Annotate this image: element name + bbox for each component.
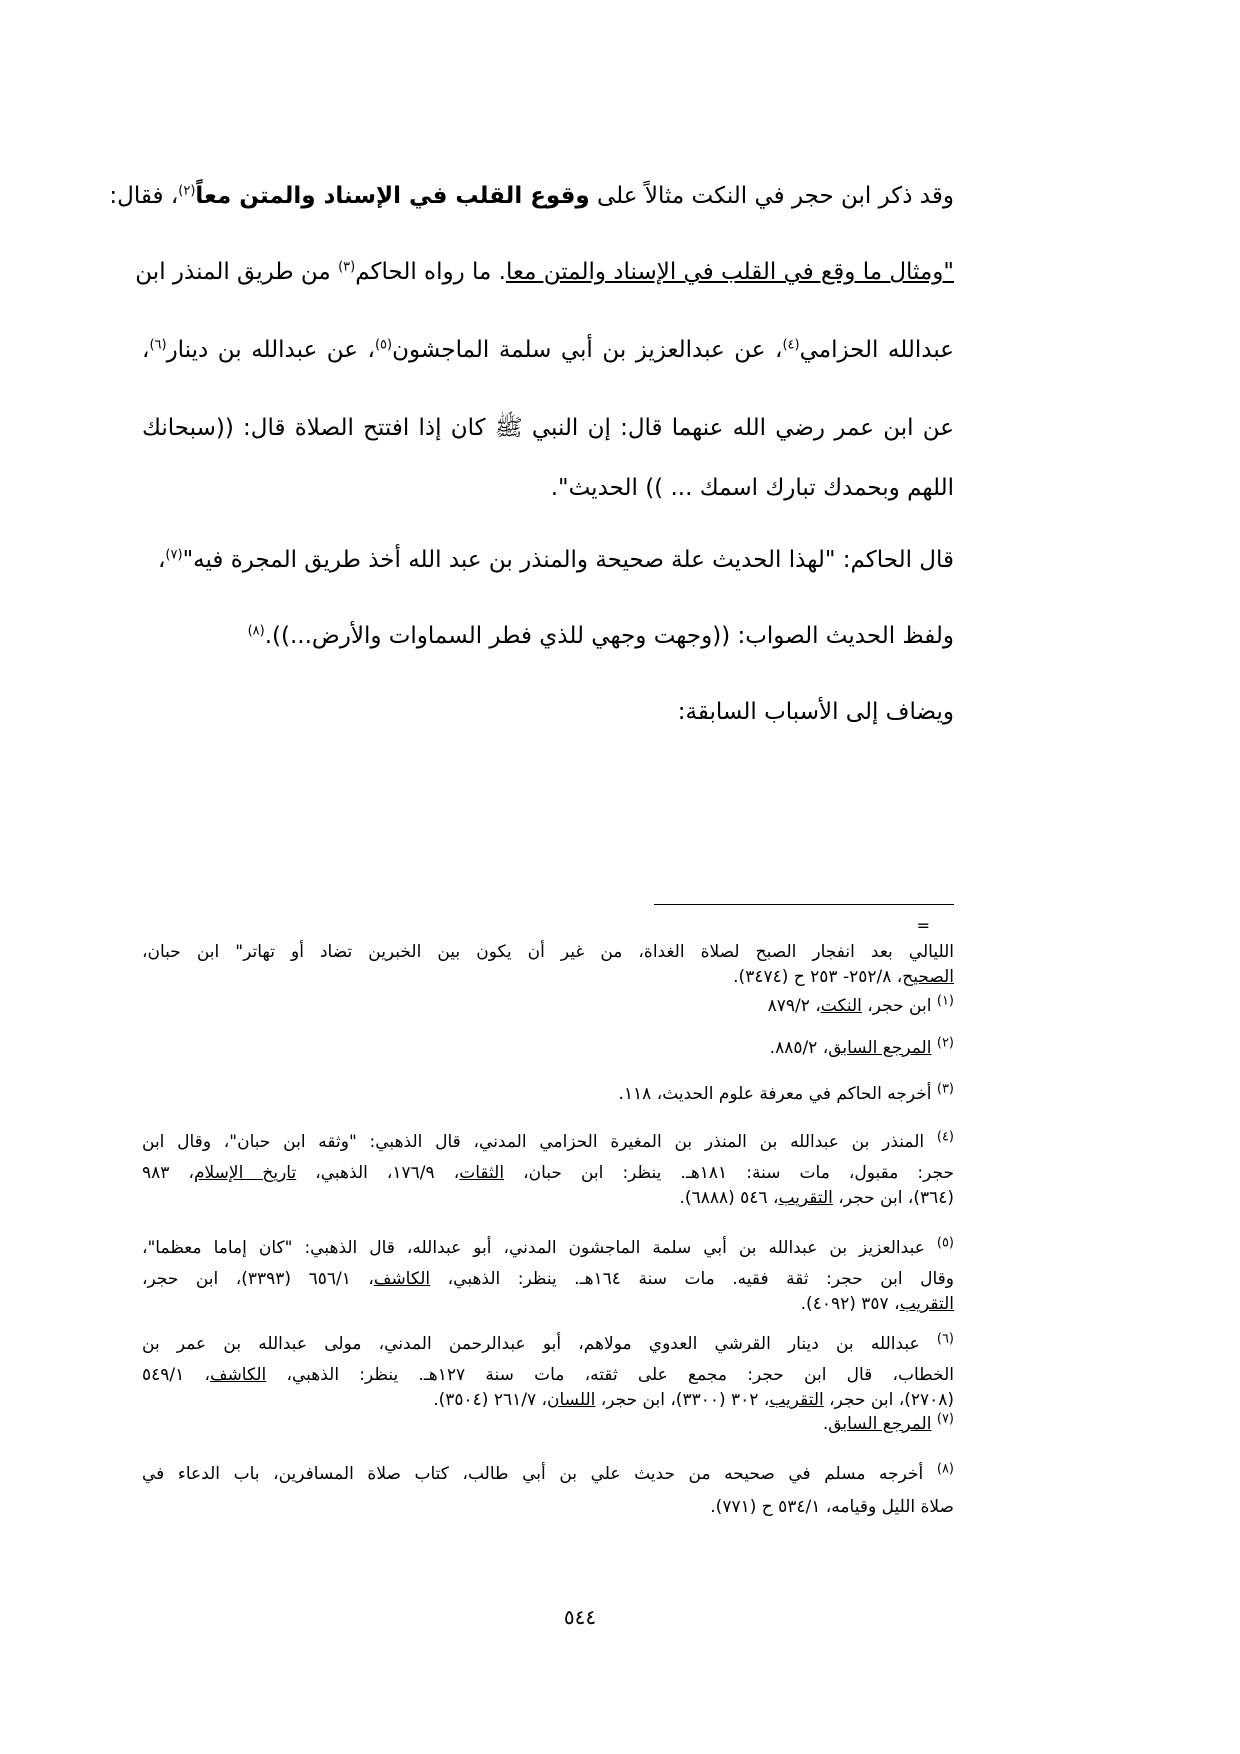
source-title: المرجع السابق [828, 1038, 932, 1058]
footnote-3 [142, 1082, 954, 1107]
source-title: الثقات [459, 1163, 505, 1183]
text-run: . ما رواه الحاكم [355, 259, 506, 285]
text-run: ، [142, 337, 150, 363]
source-title: المرجع السابق [828, 1414, 932, 1434]
body-line-4: عن ابن عمر رضي الله عنهما قال: إن النبي ﷺ كان إذا افتتح الصلاة قال: ((سبحانك [142, 415, 954, 441]
footnote-6 [142, 1332, 954, 1413]
underlined-phrase: "ومثال ما وقع في القلب في الإسناد والمتن معا [505, 259, 954, 285]
text-run: أخرجه الحاكم في معرفة علوم الحديث، ١١٨. [618, 1084, 937, 1104]
footnote-number: (٦) [936, 1331, 954, 1347]
source-title: الصحيح [902, 967, 954, 987]
footnote-line [142, 1036, 954, 1061]
source-title: الكاشف [209, 1365, 267, 1385]
text-run: . [822, 1414, 829, 1434]
continuation-mark: = [916, 916, 930, 935]
footnote-number: (٢) [936, 1035, 954, 1051]
text-run: ، ٥٤٩/١ [142, 1365, 210, 1385]
text-run: قال الحاكم: "لهذا الحديث علة صحيحة والمنذر بن عبد الله أخذ طريق المجرة فيه" [182, 547, 954, 573]
text-run: ، عن عبدالعزيز بن أبي سلمة الماجشون [392, 337, 783, 363]
text-run: ، ٨٧٩/٢ [767, 996, 821, 1016]
footnote-number: (٤) [936, 1129, 954, 1145]
body-line-6 [142, 540, 954, 580]
footnote-number: (٥) [936, 1235, 954, 1251]
footnote-line [142, 1292, 954, 1317]
footnote-ref: (٧) [165, 547, 183, 563]
source-title: التقريب [899, 1294, 954, 1314]
text-run: ، فقال: [109, 183, 179, 209]
footnote-line [142, 1130, 954, 1155]
source-title: النكت [820, 996, 862, 1016]
footnote-line [142, 1082, 954, 1107]
footnote-ref: (٢) [178, 183, 196, 199]
text-run: المنذر بن عبدالله بن المنذر بن المغيرة الحزامي المدني، قال الذهبي: "وثقه ابن حبان"، وقال ابن [142, 1132, 937, 1152]
body-line-2 [135, 252, 954, 292]
footnote-line [142, 1161, 954, 1186]
footnote-ref: (٦) [149, 337, 167, 353]
text-run: عبدالله الحزامي [799, 337, 954, 363]
text-run: ، ٥٤٦ (٦٨٨٨). [679, 1188, 779, 1208]
footnote-continuation [142, 940, 954, 990]
footnote-line [142, 1236, 954, 1261]
footnote-2 [142, 1036, 954, 1061]
text-run: ابن حجر، [861, 996, 937, 1016]
text-run: (٣٦٤)، ابن حجر، [832, 1188, 954, 1208]
footnote-ref: (٤) [782, 337, 800, 353]
text-run: عبدالعزيز بن عبدالله بن أبي سلمة الماجشون المدني، أبو عبدالله، قال الذهبي: "كان إماما معظما"، [142, 1238, 937, 1258]
text-run: ، ٣٥٧ (٤٠٩٢). [800, 1294, 900, 1314]
source-title: تاريخ الإسلام [193, 1163, 297, 1183]
text-run: ، عن عبدالله بن دينار [166, 337, 375, 363]
footnote-1 [142, 994, 954, 1019]
footnote-ref: (٣) [338, 259, 356, 275]
text-run: ، ٦٥٦/١ (٣٣٩٣)، ابن حجر، [142, 1269, 374, 1289]
text-run: أخرجه مسلم في صحيحه من حديث علي بن أبي طالب، كتاب صلاة المسافرين، باب الدعاء في [142, 1464, 937, 1484]
footnote-line [142, 1267, 954, 1292]
source-title: اللسان [546, 1390, 596, 1410]
footnote-number: (١) [936, 993, 954, 1009]
footnote-number: (٣) [936, 1081, 954, 1097]
source-title: التقريب [769, 1390, 824, 1410]
footnote-number: (٧) [936, 1411, 954, 1427]
footnote-line [142, 1462, 954, 1487]
body-line-5: اللهم وبحمدك تبارك اسمك ... )) الحديث". [550, 475, 954, 501]
footnote-4 [142, 1130, 954, 1211]
text-run: عبدالله بن دينار القرشي العدوي مولاهم، أبو عبدالرحمن المدني، مولى عبدالله بن عمر بن [142, 1334, 937, 1354]
footnote-line [142, 1186, 954, 1211]
text-run: ، [157, 547, 166, 573]
page-number: ٥٤٤ [563, 1605, 597, 1629]
text-run: وقد ذكر ابن حجر في النكت مثالاً على [589, 183, 954, 209]
footnote-7 [142, 1412, 954, 1437]
text-run: من طريق المنذر ابن [135, 259, 339, 285]
text-run: حجر: مقبول، مات سنة: ١٨١هـ. ينظر: ابن حبان، [504, 1163, 955, 1183]
text-run: ، ٣٠٢ (٣٣٠٠)، ابن حجر، [595, 1390, 770, 1410]
text-run: (٢٧٠٨)، ابن حجر، [823, 1390, 954, 1410]
text-run: ، ٢٦١/٧ (٣٥٠٤). [433, 1390, 547, 1410]
footnote-line [142, 1412, 954, 1437]
footnote-line [142, 1332, 954, 1357]
text-run: ، ٨٨٥/٢. [769, 1038, 829, 1058]
body-line-8: ويضاف إلى الأسباب السابقة: [677, 699, 954, 725]
footnote-line: الليالي بعد انفجار الصبح لصلاة الغداة، من غير أن يكون بين الخبرين تضاد أو تهاتر" ابن حبان، [142, 942, 954, 962]
text-run: الخطاب، قال ابن حجر: مجمع على ثقته، مات سنة ١٢٧هـ. ينظر: الذهبي، [266, 1365, 954, 1385]
footnote-line [142, 1388, 954, 1413]
body-line-1 [109, 176, 954, 216]
footnote-line [142, 1363, 954, 1388]
footnote-8 [142, 1462, 954, 1520]
source-title: التقريب [778, 1188, 833, 1208]
text-run: وقال ابن حجر: ثقة فقيه. مات سنة ١٦٤هـ. ينظر: الذهبي، [430, 1269, 954, 1289]
text-run: ولفظ الحديث الصواب: ((وجهت وجهي للذي فطر السماوات والأرض...)). [264, 623, 954, 649]
footnote-ref: (٨) [247, 623, 265, 639]
body-line-3 [142, 330, 954, 370]
text-run: ، ١٧٦/٩، الذهبي، [296, 1163, 460, 1183]
footnote-line: صلاة الليل وقيامه، ٥٣٤/١ ح (٧٧١). [710, 1497, 954, 1517]
footnote-line [142, 994, 954, 1019]
text-run: ، ٩٨٣ [142, 1163, 194, 1183]
footnote-ref: (٥) [374, 337, 393, 353]
body-line-7 [142, 616, 954, 656]
text-run: ، ٢٥٢/٨- ٢٥٣ ح (٣٤٧٤). [733, 967, 903, 987]
footnote-separator [654, 904, 954, 905]
footnote-line [142, 965, 954, 990]
footnote-number: (٨) [936, 1461, 954, 1477]
source-title: الكاشف [373, 1269, 431, 1289]
bold-phrase: وقوع القلب في الإسناد والمتن معاً [195, 183, 590, 209]
footnote-5 [142, 1236, 954, 1317]
